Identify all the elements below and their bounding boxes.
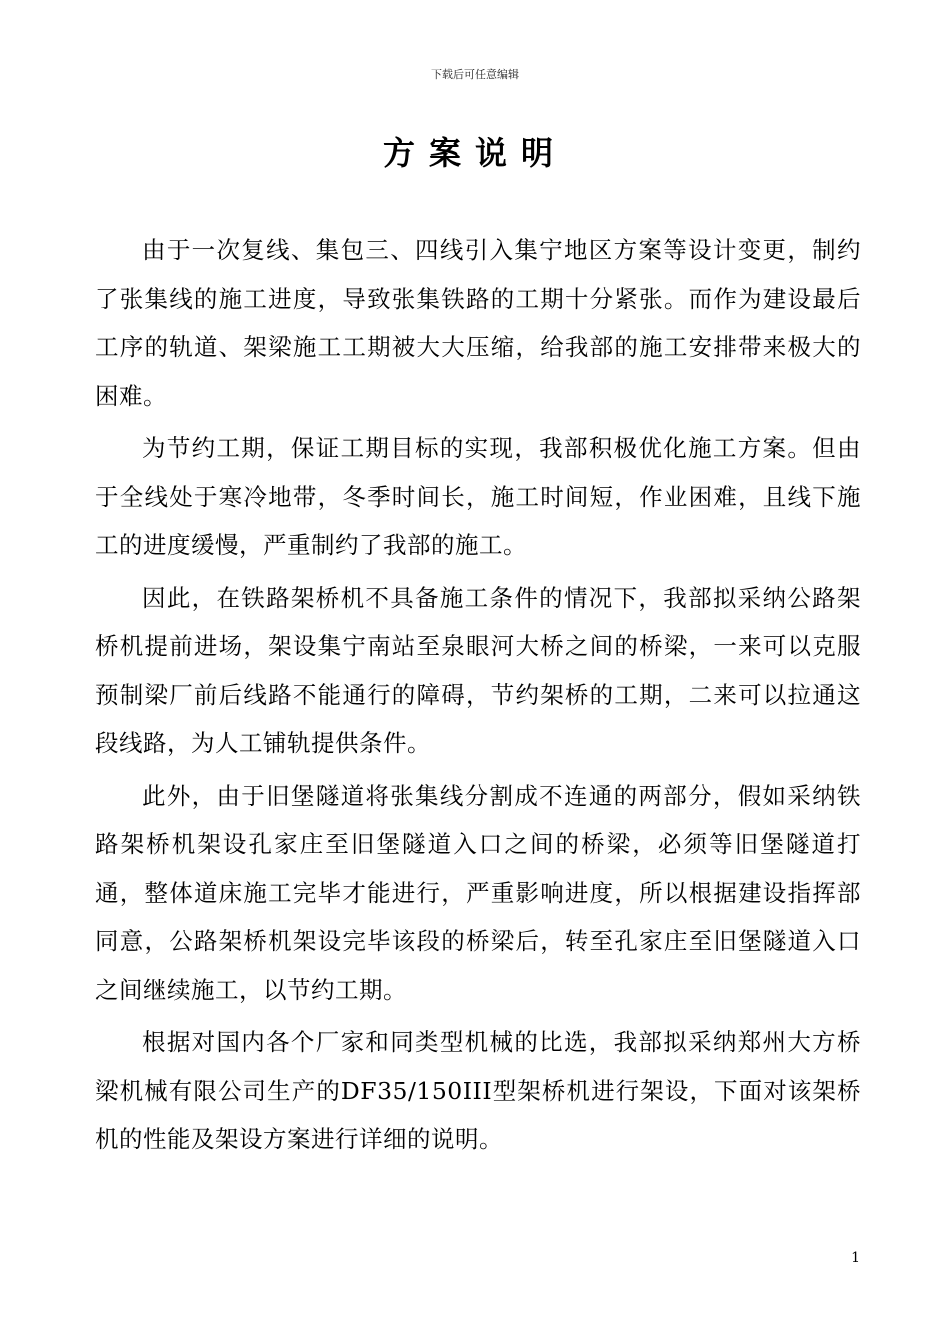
header-note: 下载后可任意编辑 xyxy=(431,68,519,81)
paragraph-3: 因此，在铁路架桥机不具备施工条件的情况下，我部拟采纳公路架桥机提前进场，架设集宁南站至泉眼河大桥之间的桥梁，一来可以克服预制梁厂前后线路不能通行的障碍，节约架桥的工期，二来可以拉通这段线路，为人工铺轨提供条件。 xyxy=(95,583,861,757)
paragraph-2: 为节约工期，保证工期目标的实现，我部积极优化施工方案。但由于全线处于寒冷地带，冬季时间长，施工时间短，作业困难，且线下施工的进度缓慢，严重制约了我部的施工。 xyxy=(95,434,861,559)
paragraph-5: 根据对国内各个厂家和同类型机械的比选，我部拟采纳郑州大方桥梁机械有限公司生产的DF35/150III型架桥机进行架设，下面对该架桥机的性能及架设方案进行详细的说明。 xyxy=(95,1028,861,1153)
paragraph-4: 此外，由于旧堡隧道将张集线分割成不连通的两部分，假如采纳铁路架桥机架设孔家庄至旧堡隧道入口之间的桥梁，必须等旧堡隧道打通，整体道床施工完毕才能进行，严重影响进度，所以根据建设指挥部同意，公路架桥机架设完毕该段的桥梁后，转至孔家庄至旧堡隧道入口之间继续施工，以节约工期。 xyxy=(95,781,861,1004)
paragraph-1: 由于一次复线、集包三、四线引入集宁地区方案等设计变更，制约了张集线的施工进度，导致张集铁路的工期十分紧张。而作为建设最后工序的轨道、架梁施工工期被大大压缩，给我部的施工安排带来极大的困难。 xyxy=(95,236,861,410)
document-body xyxy=(95,226,861,1168)
document-title: 方案说明 xyxy=(382,134,567,172)
page-number: 1 xyxy=(851,1250,860,1266)
